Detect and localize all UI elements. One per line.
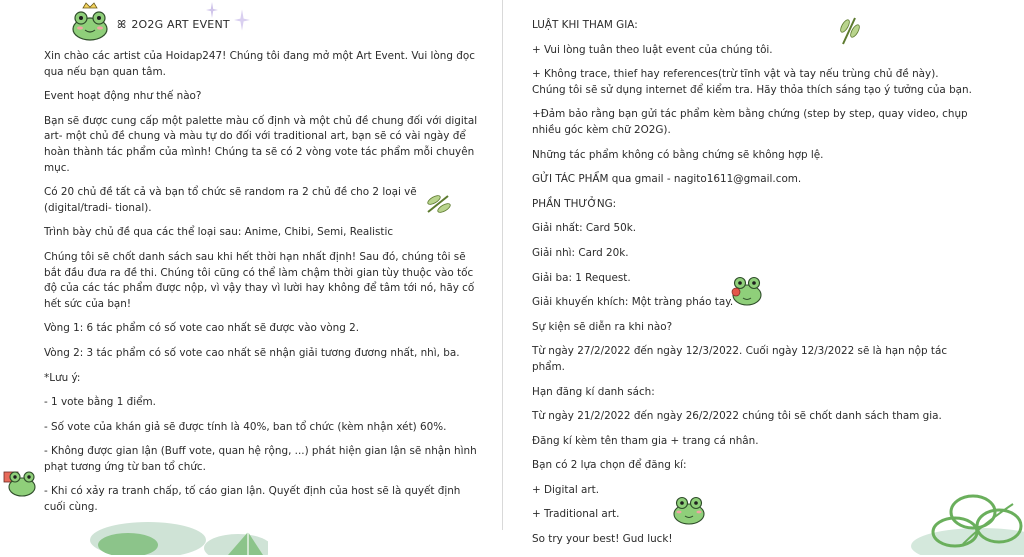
dragonfly-icon [424,192,454,216]
rule-item: + Không trace, thief hay references(trừ tĩnh vật và tay nếu trùng chủ đề này). Chúng tôi sẽ sử dụng internet để kiểm tra. Hãy thỏa thích sáng tạo ý tưởng của bạn. [532,68,972,96]
registration-text: Đăng kí kèm tên tham gia + trang cá nhân. [532,434,759,447]
note-item: - Số vote của khán giả sẽ được tính là 40%, ban tổ chức (kèm nhận xét) 60%. [44,420,447,433]
prize-item: Giải ba: 1 Request. [532,271,631,284]
option-item: + Traditional art. [532,508,620,521]
option-item: + Digital art. [532,483,600,496]
frog-with-flower-icon [726,268,766,308]
schedule-text: Từ ngày 27/2/2022 đến ngày 12/3/2022. Cuối ngày 12/3/2022 sẽ là hạn nộp tác phẩm. [532,345,948,373]
lily-pad-decoration [88,512,268,555]
dragonfly-icon [835,16,863,46]
genres-paragraph: Trình bày chủ đề qua các thể loại sau: Anime, Chibi, Semi, Realistic [44,226,394,239]
round-2-paragraph: Vòng 2: 3 tác phẩm có số vote cao nhất sẽ nhận giải tương đương nhất, nhì, ba. [44,346,460,359]
note-item: - 1 vote bằng 1 điểm. [44,396,156,409]
frog-icon [669,490,709,526]
event-title: 2O2G ART EVENT [131,18,230,31]
rule-item: +Đảm bảo rằng bạn gửi tác phẩm kèm bằng chứng (step by step, quay video, chụp nhiều góc kèm chữ 2O2G). [532,108,968,136]
sparkle-icon [206,2,218,18]
rules-heading: LUẬT KHI THAM GIA: [532,19,638,31]
crowned-frog-icon [68,2,112,42]
flower-mark: ꕤ [117,18,127,31]
note-item: - Không được gian lận (Buff vote, quan hệ rộng, ...) phát hiện gian lận sẽ nhận hình phạt tương ứng từ ban tổ chức. [44,445,477,473]
prize-item: Giải khuyến khích: Một tràng pháo tay. [532,296,734,309]
round-1-paragraph: Vòng 1: 6 tác phẩm có số vote cao nhất sẽ được vào vòng 2. [44,322,360,335]
submission-email: GỬI TÁC PHẨM qua gmail - nagito1611@gmail.com. [532,173,802,186]
schedule-heading: Sự kiện sẽ diễn ra khi nào? [532,320,673,333]
how-it-works-heading: Event hoạt động như thế nào? [44,90,202,103]
rules-description: Bạn sẽ được cung cấp một palette màu cố định và một chủ đề chung đối với digital art- một chủ đề chung và màu tự do đối với traditional art, bạn sẽ có vài ngày để hoàn thành tác phẩm của mình! Chúng ta sẽ có 2 vòng vote tác phẩm mỗi chuyên mục. [44,114,478,174]
note-item: - Khi có xảy ra tranh chấp, tố cáo gian lận. Quyết định của host sẽ là quyết định cuối cùng. [44,485,461,514]
registration-text: Từ ngày 21/2/2022 đến ngày 26/2/2022 chúng tôi sẽ chốt danh sách tham gia. [532,410,942,423]
prize-item: Giải nhì: Card 20k. [532,246,629,259]
lily-pad-decoration [903,484,1024,555]
rule-item: + Vui lòng tuân theo luật event của chúng tôi. [532,43,773,56]
sparkle-icon [234,9,250,31]
prizes-heading: PHẦN THƯỞNG: [532,197,617,210]
left-page [0,0,502,555]
frog-icon [2,462,38,498]
intro-paragraph: Xin chào các artist của Hoidap247! Chúng tôi đang mở một Art Event. Vui lòng đọc qua nếu bạn quan tâm. [44,50,475,78]
options-heading: Bạn có 2 lựa chọn để đăng kí: [532,459,687,472]
closing-line: So try your best! Gud luck! [532,533,673,546]
rule-item: Những tác phẩm không có bằng chứng sẽ không hợp lệ. [532,148,824,161]
prize-item: Giải nhất: Card 50k. [532,222,637,235]
registration-heading: Hạn đăng kí danh sách: [532,385,655,398]
deadline-paragraph: Chúng tôi sẽ chốt danh sách sau khi hết thời hạn nhất định! Sau đó, chúng tôi sẽ bắt đầu đưa ra đề thi. Chúng tôi cũng có thể làm chậm thời gian tùy thuộc vào tốc độ của các tác phẩm được nộp, vì vậy thay vì lười hay không để tâm tới nó, hãy cố hết sức của bạn! [44,250,475,310]
left-column-text [44,49,480,525]
event-header [117,18,230,32]
right-page [503,0,1024,555]
topics-paragraph: Có 20 chủ đề tất cả và bạn tổ chức sẽ random ra 2 chủ đề cho 2 loại vẽ (digital/tradi- tional). [44,186,417,214]
note-heading: *Lưu ý: [44,371,81,384]
